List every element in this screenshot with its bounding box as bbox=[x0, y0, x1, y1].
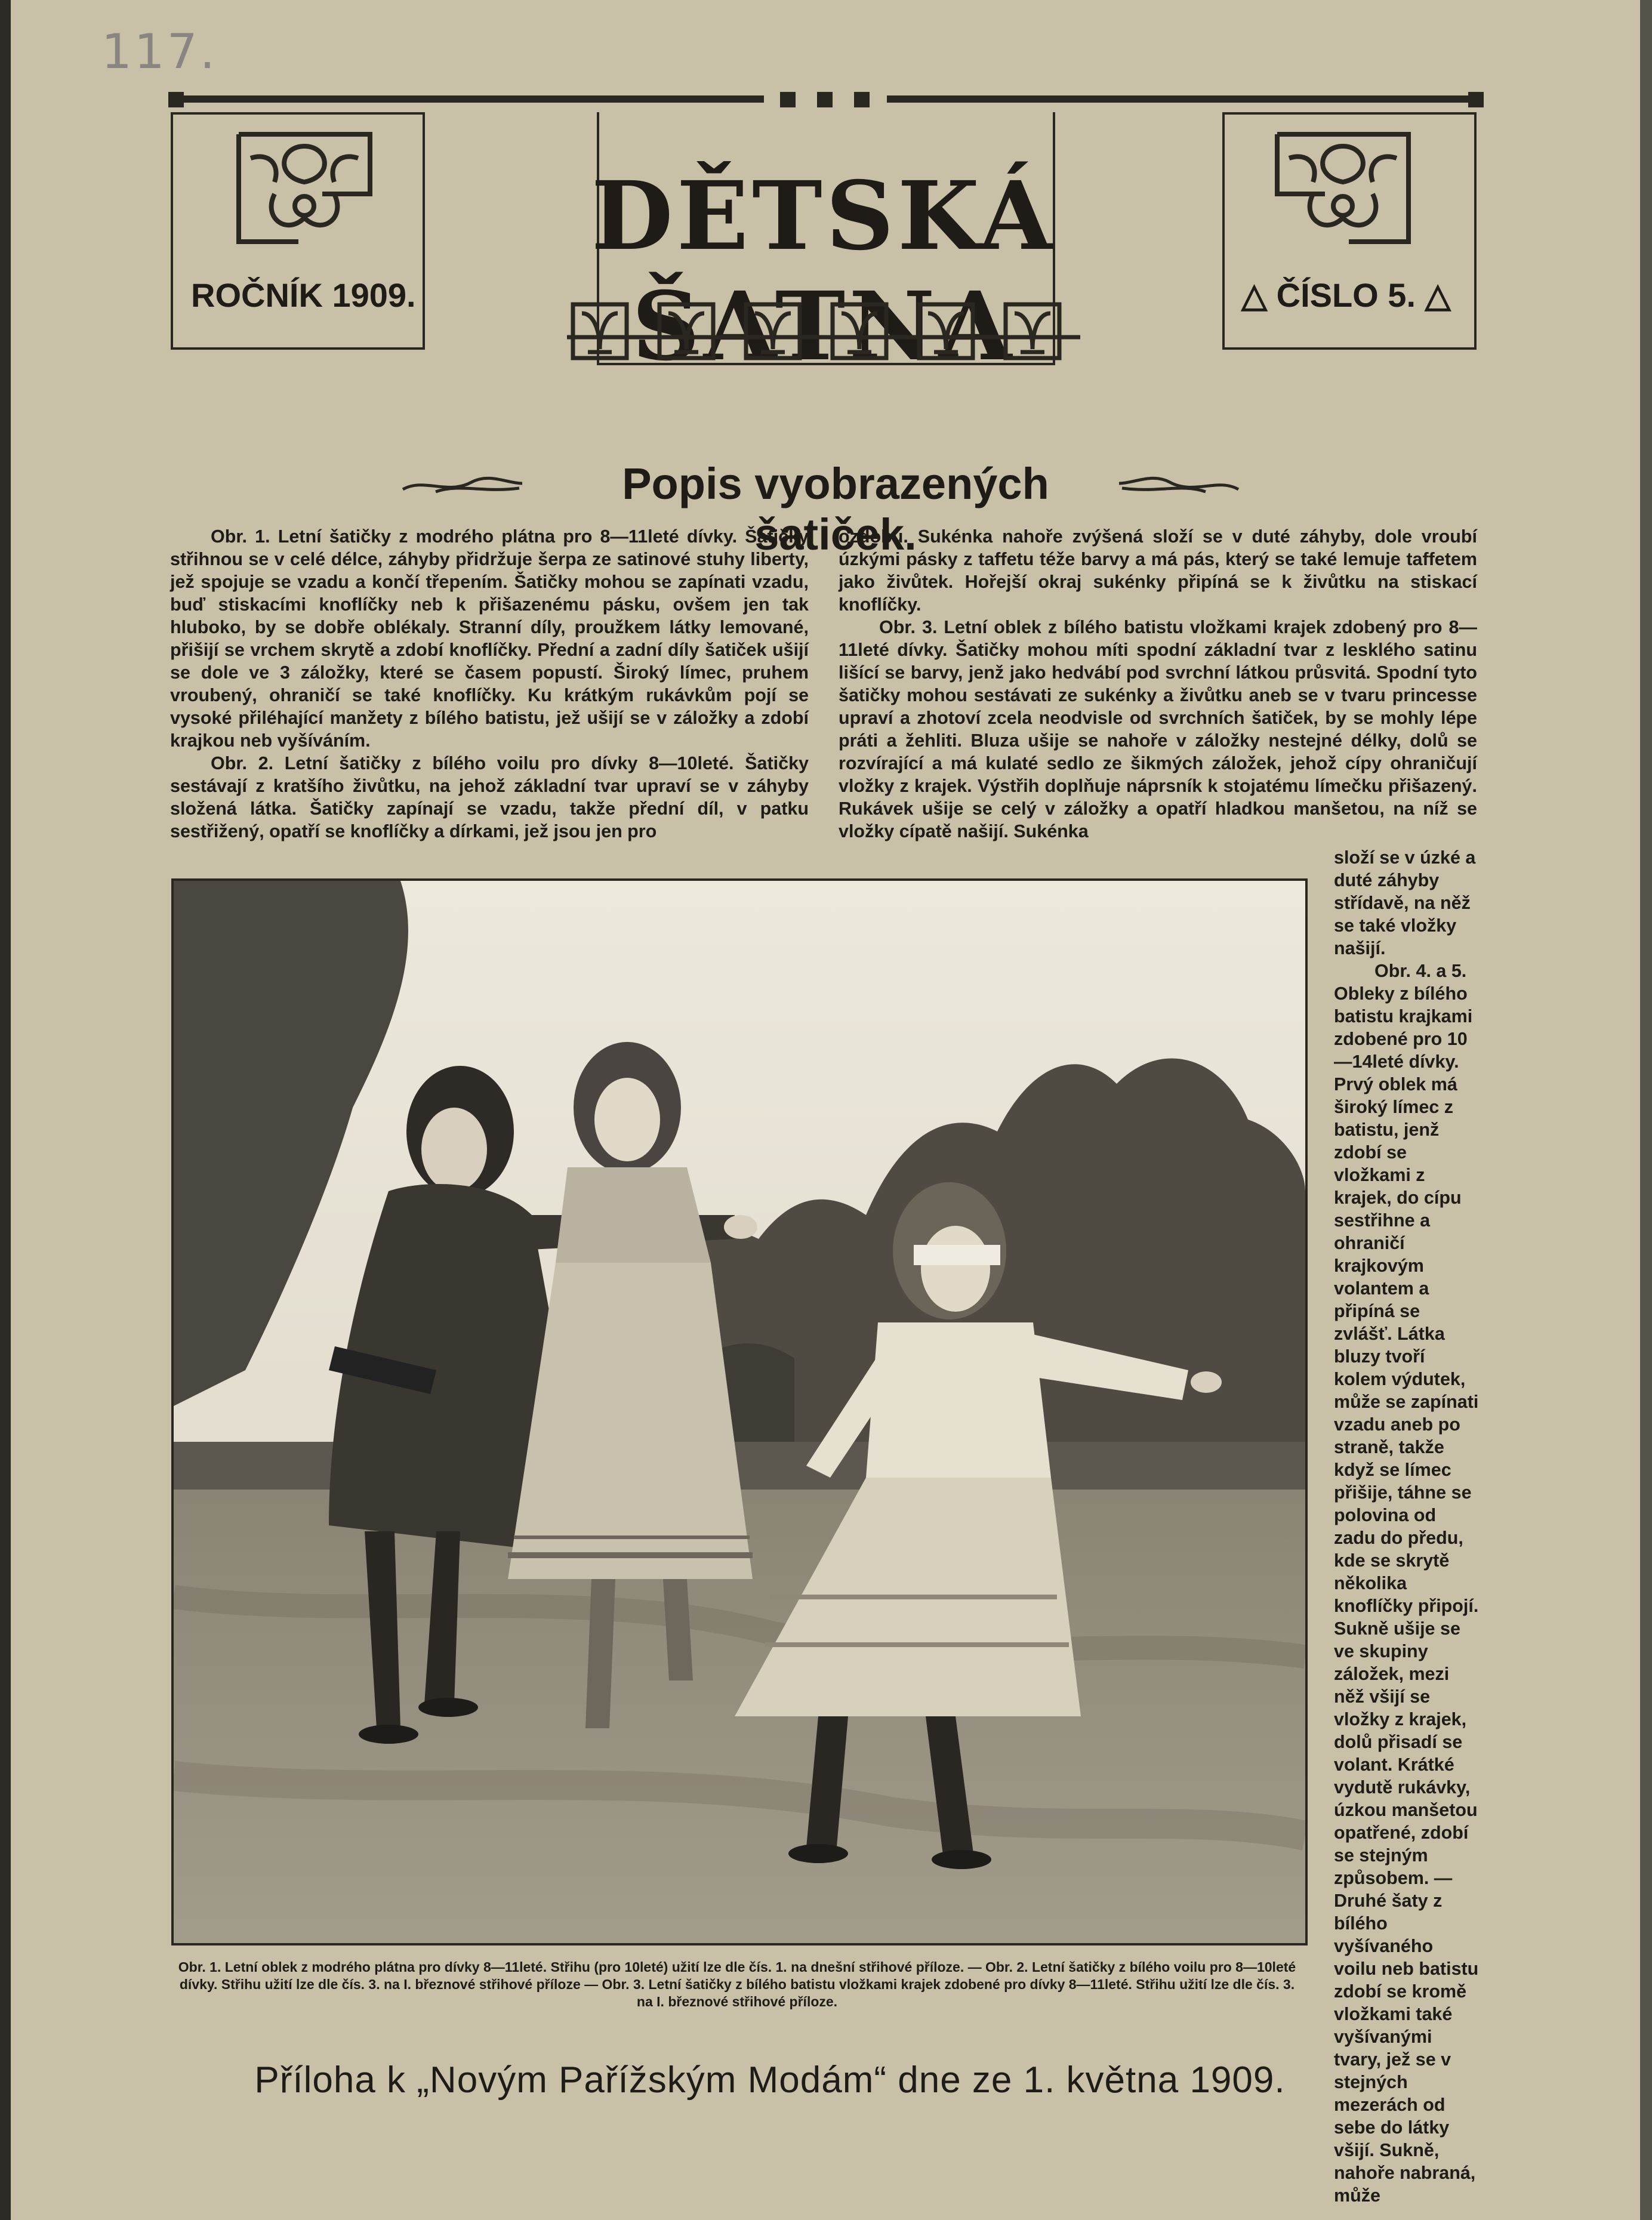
supplement-footer: Příloha k „Novým Pařížským Modám“ dne ze 1. května 1909. bbox=[254, 2059, 1286, 2101]
page-edge bbox=[1640, 0, 1652, 2220]
article-heading: Popis vyobrazených šatiček. bbox=[622, 459, 1049, 559]
photo-girls-playing bbox=[174, 881, 1305, 1943]
masthead-top-rule-left bbox=[173, 95, 764, 103]
magazine-title: DĚTSKÁ ŠATNA bbox=[591, 161, 1056, 382]
paragraph-continued: ozdobu. Sukénka nahoře zvýšená složí se v duté záhyby, dole vroubí úzkými pásky z taffetu téže barvy a má pás, který se také lemuje taffetem jako živůtek. Hořejší okraj sukénky připíná se k živůtku na stiskací knoflíčky. bbox=[839, 526, 1477, 615]
heading-swash-right bbox=[1116, 465, 1241, 501]
paragraph-obr-2: Obr. 2. Letní šatičky z bílého voilu pro dívky 8—10leté. Šatičky sestávají z kratšího živůtku, na jehož základní tvar upraví se v záhyby složená látka. Šatičky zapínají se vzadu, takže přední díl, v patku sestřižený, opatří se knoflíčky a dírkami, jež jsou jen pro bbox=[170, 753, 809, 841]
masthead-square bbox=[854, 92, 870, 107]
book-spine bbox=[0, 0, 11, 2220]
left-text-column bbox=[170, 525, 809, 843]
paragraph-obr-3: Obr. 3. Letní oblek z bílého batistu vložkami krajek zdobený pro 8—11leté dívky. Šatičky mohou míti spodní základní tvar z lesklého satinu lišící se barvy, jenž jako hedvábí pod svrchní látkou průsvitá. Spodní tyto šatičky mohou sestávati ze sukénky a živůtku aneb se v tvaru princesse upraví a zhotoví zcela neodvisle od svrchních šatiček, by se mohly lépe práti a žehliti. Bluza ušije se nahoře v záložky nestejné délky, dolů se rozvírající a má kulaté sedlo ze šikmých záložek, jehož cípy ohraničují vložky z krajek. Výstřih doplňuje náprsník k stojatému límečku přišazený. Rukávek ušije se celý v záložky a opatří hladkou manšetou, na níž se vložky cípatě našijí. Sukénka bbox=[839, 617, 1477, 841]
right-text-column bbox=[839, 525, 1477, 843]
volume-year: ROČNÍK 1909. bbox=[191, 276, 416, 314]
issue-number: △ ČÍSLO 5. △ bbox=[1241, 276, 1451, 314]
illustration-photo bbox=[171, 878, 1308, 1945]
right-floral-ornament bbox=[1265, 122, 1420, 266]
paragraph-obr-1: Obr. 1. Letní šatičky z modrého plátna pro 8—11leté dívky. Šatičky střihnou se v celé délce, záhyby přidržuje šerpa ze satinové stuhy liberty, jež spojuje se vzadu a končí třepením. Šatičky mohou se zapínati vzadu, buď stiskacími knoflíčky neb k přišazenému pásku, ovšem jen tak hluboko, by se dobře oblékaly. Stranní díly, proužkem látky lemované, přišijí se vrchem skrytě a zdobí knoflíčky. Přední a zadní díly šatiček ušijí se dole ve 3 záložky, které se časem popustí. Široký límec, pruhem vroubený, ohraničí se také knoflíčky. Ku krátkým rukávkům pojí se vysoké přiléhající manžety z bílého batistu, jež ušijí se v záložky a zdobí krajkou neb vyšíváním. bbox=[170, 526, 809, 751]
left-floral-ornament bbox=[227, 122, 382, 266]
pencil-page-number: 117. bbox=[101, 24, 218, 79]
paragraph-continued-narrow: složí se v úzké a duté záhyby střídavě, na něž se také vložky našijí. bbox=[1334, 847, 1476, 958]
narrow-text-column bbox=[1334, 846, 1480, 2207]
tulip-ornament-row bbox=[561, 295, 1086, 367]
paragraph-obr-4-5: Obr. 4. a 5. Obleky z bílého batistu krajkami zdobené pro 10—14leté dívky. Prvý oblek má široký límec z batistu, jenž zdobí se vložkami z krajek, do cípu sestřihne a ohraničí krajkovým volantem a připíná se zvlášť. Látka bluzy tvoří kolem výdutek, může se zapínati vzadu aneb po straně, takže když se límec přišije, táhne se polovina od zadu do předu, kde se skrytě několika knoflíčky připojí. Sukně ušije se ve skupiny záložek, mezi něž všijí se vložky z krajek, dolů přisadí se volant. Krátké vydutě rukávky, úzkou manšetou opatřené, zdobí se stejným způsobem. — Druhé šaty z bílého vyšívaného voilu neb batistu zdobí se kromě vložkami také vyšívanými tvary, jež se v stejných mezerách od sebe do látky všijí. Sukně, nahoře nabraná, může bbox=[1334, 961, 1479, 2206]
masthead-square bbox=[780, 92, 796, 107]
heading-swash-left bbox=[400, 465, 525, 501]
masthead-square bbox=[168, 92, 184, 107]
masthead-square bbox=[1468, 92, 1484, 107]
masthead-top-rule-right bbox=[887, 95, 1478, 103]
photo-caption: Obr. 1. Letní oblek z modrého plátna pro dívky 8—11leté. Střihu (pro 10leté) užití lze dle čís. 1. na dnešní střihové příloze. — Obr. 2. Letní šatičky z bílého voilu pro 8—10leté dívky. Střihu užití lze dle čís. 3. na I. březnové střihové příloze — Obr. 3. Letní šatičky z bílého batistu vložkami krajek zdobené pro dívky 8—11leté. Střihu užití lze dle čís. 3. na I. březnové střihové příloze. bbox=[178, 1959, 1296, 2009]
masthead-square bbox=[817, 92, 833, 107]
